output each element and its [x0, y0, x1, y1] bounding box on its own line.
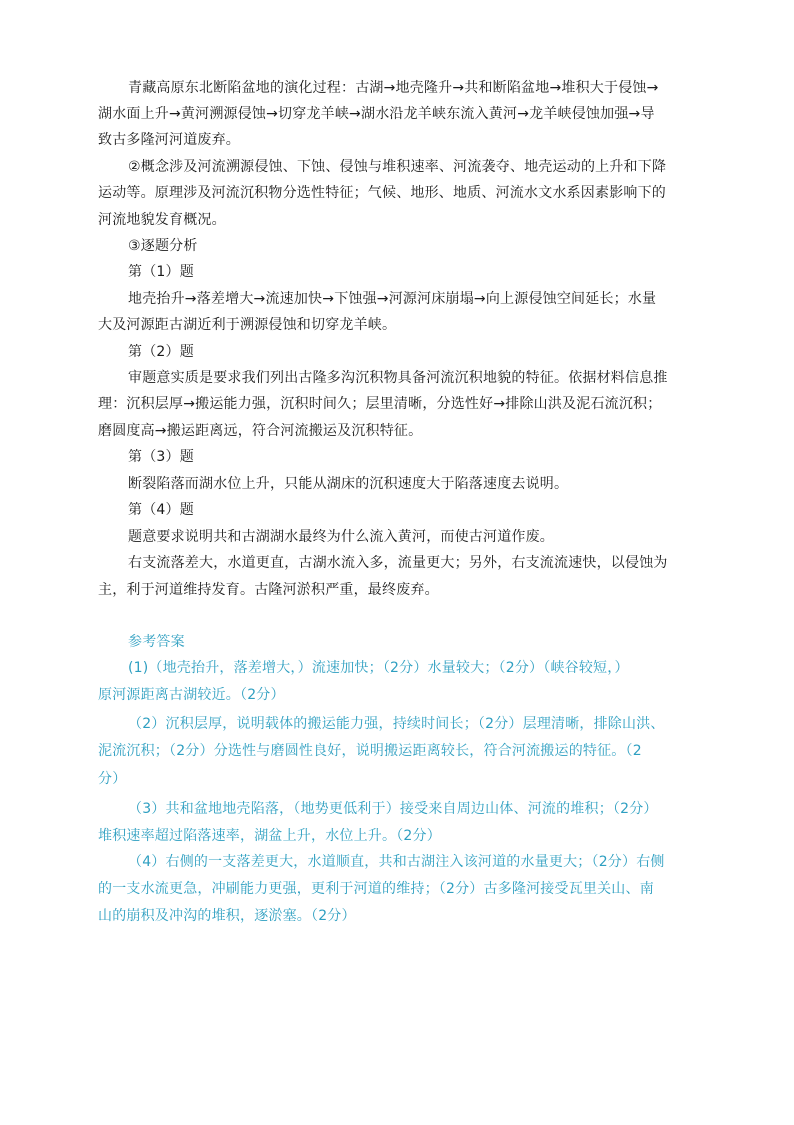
- analysis-line: 主，利于河道维持发育。古隆河淤积严重，最终废弃。: [98, 582, 439, 598]
- analysis-line: 断裂陷落而湖水位上升，只能从湖床的沉积速度大于陷落速度去说明。: [128, 476, 569, 492]
- analysis-line: 审题意实质是要求我们列出古隆多沟沉积物具备河流沉积地貌的特征。依据材料信息推: [128, 370, 668, 386]
- question-heading-1: 第（1）题: [128, 264, 194, 280]
- analysis-line: 致古多隆河河道废弃。: [98, 132, 240, 148]
- analysis-line: 右支流落差大，水道更直，古湖水流入多，流量更大；另外，右支流流速快，以侵蚀为: [128, 555, 668, 571]
- analysis-line: 河流地貌发育概况。: [98, 212, 226, 228]
- analysis-line: 湖水面上升→黄河溯源侵蚀→切穿龙羊峡→湖水沿龙羊峡东流入黄河→龙羊峡侵蚀加强→导: [98, 106, 655, 122]
- analysis-line: 运动等。原理涉及河流沉积物分选性特征；气候、地形、地质、河流水文水系因素影响下的: [98, 185, 666, 201]
- analysis-subheading: ③逐题分析: [128, 238, 198, 254]
- analysis-line: 地壳抬升→落差增大→流速加快→下蚀强→河源河床崩塌→向上源侵蚀空间延长；水量: [128, 291, 657, 307]
- answer-line: 堆积速率超过陷落速率，湖盆上升，水位上升。（2分）: [98, 828, 441, 844]
- answer-line: 泥流沉积；（2分）分选性与磨圆性良好，说明搬运距离较长，符合河流搬运的特征。（2: [98, 743, 642, 759]
- analysis-line: 题意要求说明共和古湖湖水最终为什么流入黄河，而使古河道作废。: [128, 529, 554, 545]
- analysis-line: 磨圆度高→搬运距离远，符合河流搬运及沉积特征。: [98, 423, 423, 439]
- analysis-line: 大及河源距古湖近利于溯源侵蚀和切穿龙羊峡。: [98, 317, 397, 333]
- question-heading-4: 第（4）题: [128, 502, 194, 518]
- answer-line: 的一支水流更急，冲刷能力更强，更利于河道的维持；（2分）古多隆河接受瓦里关山、南: [98, 881, 654, 897]
- answer-line: （3）共和盆地地壳陷落，（地势更低利于）接受来自周边山体、河流的堆积；（2分）: [128, 801, 658, 817]
- answer-line: (1)（地壳抬升，落差增大，）流速加快；（2分）水量较大；（2分）（峡谷较短，）: [128, 660, 629, 676]
- answer-line: （2）沉积层厚，说明载体的搬运能力强，持续时间长；（2分）层理清晰，排除山洪、: [128, 716, 665, 732]
- question-heading-3: 第（3）题: [128, 449, 194, 465]
- analysis-line: 青藏高原东北断陷盆地的演化过程：古湖→地壳隆升→共和断陷盆地→堆积大于侵蚀→: [128, 80, 659, 96]
- answer-line: 分）: [98, 771, 127, 787]
- analysis-line: ②概念涉及河流溯源侵蚀、下蚀、侵蚀与堆积速率、河流袭夺、地壳运动的上升和下降: [128, 159, 667, 175]
- analysis-line: 理：沉积层厚→搬运能力强，沉积时间久；层里清晰，分选性好→排除山洪及泥石流沉积；: [98, 396, 662, 412]
- answer-heading: 参考答案: [128, 634, 185, 650]
- answer-line: 山的崩积及冲沟的堆积，逐淤塞。（2分）: [98, 908, 356, 924]
- question-heading-2: 第（2）题: [128, 344, 194, 360]
- answer-line: （4）右侧的一支落差更大，水道顺直，共和古湖注入该河道的水量更大；（2分）右侧: [128, 854, 665, 870]
- answer-line: 原河源距离古湖较近。（2分）: [98, 687, 285, 703]
